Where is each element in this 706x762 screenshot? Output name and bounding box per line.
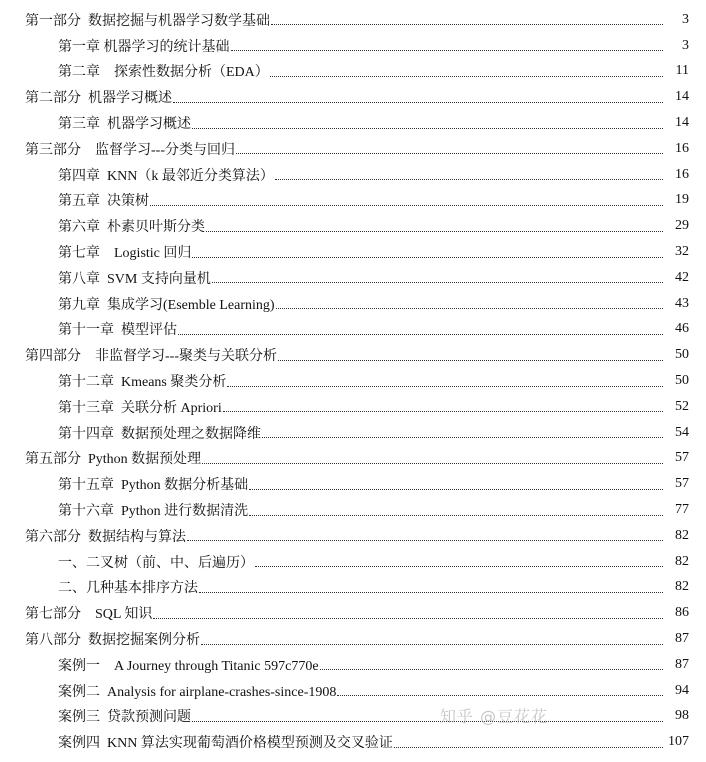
toc-chapter-entry[interactable]	[0, 394, 706, 420]
toc-chapter-entry[interactable]	[0, 239, 706, 265]
toc-page-number: 77	[675, 502, 689, 518]
toc-chapter-entry[interactable]	[0, 213, 706, 239]
toc-entry-title: 第一章 机器学习的统计基础	[58, 36, 230, 56]
toc-page-number: 98	[675, 708, 689, 724]
toc-entry-title: 第八部分 数据挖掘案例分析	[25, 629, 200, 649]
toc-chapter-entry[interactable]	[0, 33, 706, 59]
toc-entry-title: 第四章 KNN（k 最邻近分类算法）	[58, 165, 274, 185]
dot-leader	[255, 566, 663, 567]
dot-leader	[187, 540, 663, 541]
toc-page-number: 87	[675, 656, 689, 672]
toc-page-number: 50	[675, 347, 689, 363]
toc-page-number: 50	[675, 373, 689, 389]
watermark: 知乎 @豆花花	[440, 707, 549, 726]
toc-entry-title: 第五章 决策树	[58, 190, 149, 210]
toc-chapter-entry[interactable]	[0, 265, 706, 291]
dot-leader	[153, 618, 663, 619]
toc-part-entry[interactable]	[0, 600, 706, 626]
toc-entry-title: 第十三章 关联分析 Apriori	[58, 397, 222, 417]
toc-entry-title: 案例三 贷款预测问题	[58, 706, 191, 726]
toc-chapter-entry[interactable]	[0, 471, 706, 497]
toc-page-number: 87	[675, 631, 689, 647]
toc-entry-title: 第三部分 监督学习---分类与回归	[25, 139, 235, 159]
toc-chapter-entry[interactable]	[0, 110, 706, 136]
toc-page-number: 19	[675, 192, 689, 208]
dot-leader	[249, 515, 663, 516]
toc-chapter-entry[interactable]	[0, 729, 706, 755]
toc-chapter-entry[interactable]	[0, 188, 706, 214]
toc-page-number: 86	[675, 605, 689, 621]
dot-leader	[278, 360, 663, 361]
toc-page-number: 57	[675, 450, 689, 466]
toc-part-entry[interactable]	[0, 446, 706, 472]
dot-leader	[270, 76, 663, 77]
toc-page-number: 52	[675, 398, 689, 414]
toc-page-number: 94	[675, 682, 689, 698]
dot-leader	[206, 231, 663, 232]
toc-chapter-entry[interactable]	[0, 291, 706, 317]
toc-entry-title: 第一部分 数据挖掘与机器学习数学基础	[25, 10, 270, 30]
dot-leader	[249, 489, 663, 490]
dot-leader	[150, 205, 663, 206]
dot-leader	[173, 102, 663, 103]
toc-page-number: 46	[675, 321, 689, 337]
dot-leader	[320, 669, 663, 670]
toc-entry-title: 二、几种基本排序方法	[58, 577, 198, 597]
toc-page-number: 29	[675, 218, 689, 234]
toc-entry-title: 第八章 SVM 支持向量机	[58, 268, 211, 288]
toc-chapter-entry[interactable]	[0, 162, 706, 188]
toc-page-number: 82	[675, 527, 689, 543]
toc-page-number: 3	[682, 11, 689, 27]
toc-page-number: 43	[675, 295, 689, 311]
toc-entry-title: 第十五章 Python 数据分析基础	[58, 474, 248, 494]
dot-leader	[192, 128, 663, 129]
dot-leader	[337, 695, 663, 696]
toc-chapter-entry[interactable]	[0, 497, 706, 523]
dot-leader	[262, 437, 663, 438]
toc-chapter-entry[interactable]	[0, 317, 706, 343]
toc-page-number: 16	[675, 166, 689, 182]
toc-entry-title: 第十一章 模型评估	[58, 319, 177, 339]
toc-page-number: 14	[675, 115, 689, 131]
toc-page-number: 42	[675, 269, 689, 285]
toc-entry-title: 第二章 探索性数据分析（EDA）	[58, 61, 269, 81]
toc-entry-title: 第九章 集成学习(Esemble Learning)	[58, 294, 275, 314]
toc-entry-title: 第七章 Logistic 回归	[58, 242, 191, 262]
toc-entry-title: 第十四章 数据预处理之数据降维	[58, 423, 261, 443]
dot-leader	[202, 463, 663, 464]
toc-page-number: 32	[675, 244, 689, 260]
dot-leader	[275, 179, 663, 180]
toc-entry-title: 第六章 朴素贝叶斯分类	[58, 216, 205, 236]
toc-chapter-entry[interactable]	[0, 368, 706, 394]
toc-entry-title: 第四部分 非监督学习---聚类与关联分析	[25, 345, 277, 365]
toc-entry-title: 第五部分 Python 数据预处理	[25, 448, 201, 468]
dot-leader	[212, 282, 663, 283]
toc-chapter-entry[interactable]	[0, 704, 706, 730]
toc-entry-title: 第二部分 机器学习概述	[25, 87, 172, 107]
dot-leader	[199, 592, 663, 593]
toc-page-number: 82	[675, 553, 689, 569]
toc-entry-title: 一、二叉树（前、中、后遍历）	[58, 552, 254, 572]
toc-chapter-entry[interactable]	[0, 59, 706, 85]
dot-leader	[227, 386, 663, 387]
toc-entry-title: 案例四 KNN 算法实现葡萄酒价格模型预测及交叉验证	[58, 732, 393, 752]
toc-part-entry[interactable]	[0, 136, 706, 162]
toc-entry-title: 案例一 A Journey through Titanic 597c770e	[58, 655, 319, 675]
toc-part-entry[interactable]	[0, 342, 706, 368]
toc-entry-title: 第十六章 Python 进行数据清洗	[58, 500, 248, 520]
dot-leader	[223, 411, 663, 412]
dot-leader	[192, 721, 663, 722]
toc-page-number: 11	[675, 63, 689, 79]
toc-page-number: 54	[675, 424, 689, 440]
toc-part-entry[interactable]	[0, 626, 706, 652]
dot-leader	[192, 257, 663, 258]
toc-entry-title: 第六部分 数据结构与算法	[25, 526, 186, 546]
dot-leader	[231, 50, 664, 51]
toc-page-number: 107	[668, 734, 689, 750]
toc-part-entry[interactable]	[0, 84, 706, 110]
toc-entry-title: 第七部分 SQL 知识	[25, 603, 152, 623]
toc-chapter-entry[interactable]	[0, 575, 706, 601]
dot-leader	[201, 644, 663, 645]
toc-page-number: 14	[675, 89, 689, 105]
toc-chapter-entry[interactable]	[0, 420, 706, 446]
toc-part-entry[interactable]	[0, 523, 706, 549]
toc-page-number: 82	[675, 579, 689, 595]
toc-page-number: 16	[675, 140, 689, 156]
dot-leader	[394, 747, 663, 748]
toc-chapter-entry[interactable]	[0, 652, 706, 678]
toc-chapter-entry[interactable]	[0, 549, 706, 575]
toc-entry-title: 案例二 Analysis for airplane-crashes-since-1908	[58, 681, 336, 701]
toc-part-entry[interactable]	[0, 7, 706, 33]
toc-page-number: 3	[682, 37, 689, 53]
table-of-contents	[0, 7, 706, 755]
dot-leader	[276, 308, 663, 309]
toc-chapter-entry[interactable]	[0, 678, 706, 704]
dot-leader	[271, 24, 663, 25]
dot-leader	[236, 153, 663, 154]
dot-leader	[178, 334, 663, 335]
toc-page-number: 57	[675, 476, 689, 492]
toc-entry-title: 第三章 机器学习概述	[58, 113, 191, 133]
toc-entry-title: 第十二章 Kmeans 聚类分析	[58, 371, 226, 391]
